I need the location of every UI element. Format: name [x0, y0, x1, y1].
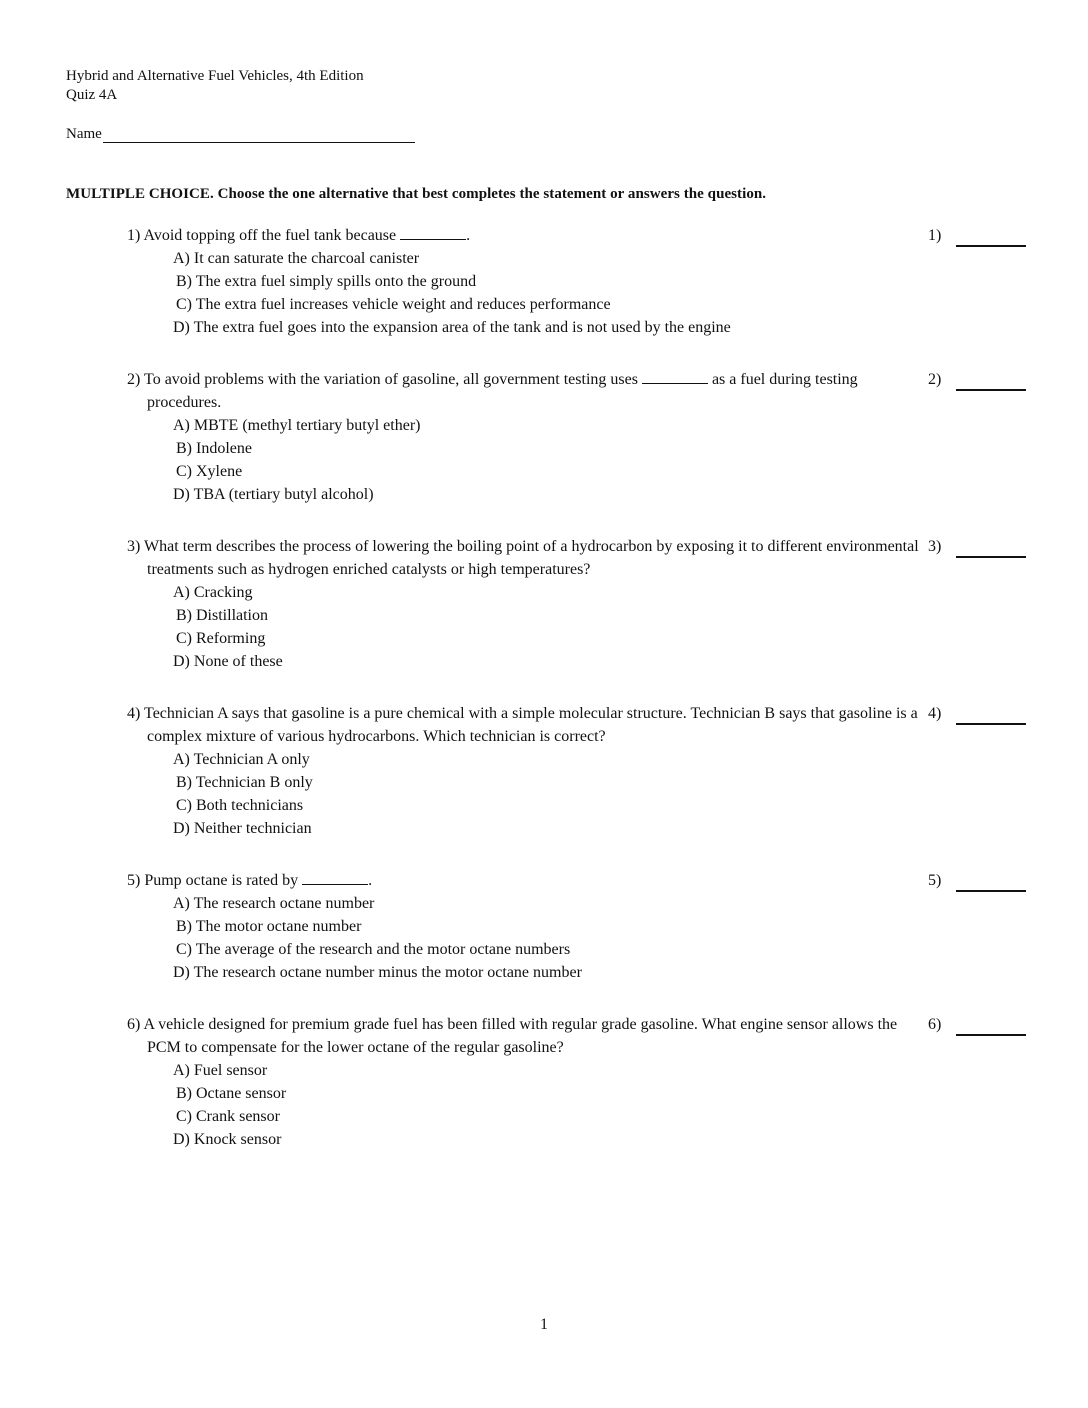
answer-slot	[928, 702, 1026, 725]
question-stem: 3) What term describes the process of lowering the boiling point of a hydrocarbon by exposing it to different environmental treatments such as hydrogen enriched catalysts or high temperatures?	[127, 538, 919, 578]
options-list	[173, 1059, 1047, 1151]
fill-in-blank	[302, 870, 368, 885]
question-3	[127, 535, 1047, 673]
answer-number: 4)	[928, 705, 942, 722]
options-list	[173, 247, 1047, 339]
answer-number: 5)	[928, 872, 942, 889]
option-b[interactable]: B) Octane sensor	[176, 1085, 287, 1102]
option-c[interactable]: C) Reforming	[176, 630, 266, 647]
name-field-row	[66, 125, 415, 143]
option-d[interactable]: D) TBA (tertiary butyl alcohol)	[173, 486, 374, 503]
document-title: Hybrid and Alternative Fuel Vehicles, 4th Edition	[66, 68, 364, 84]
options-list	[173, 892, 1047, 984]
answer-line[interactable]	[956, 709, 1026, 725]
answer-line[interactable]	[956, 231, 1026, 247]
answer-number: 3)	[928, 538, 942, 555]
options-list	[173, 748, 1047, 840]
quiz-label: Quiz 4A	[66, 87, 118, 103]
option-a[interactable]: A) MBTE (methyl tertiary butyl ether)	[173, 417, 421, 434]
option-b[interactable]: B) Indolene	[176, 440, 252, 457]
page-number: 1	[540, 1316, 548, 1333]
question-stem: 6) A vehicle designed for premium grade fuel has been filled with regular grade gasoline. What engine sensor allows the PCM to compensate for the lower octane of the regular gasoline?	[127, 1016, 898, 1056]
option-a[interactable]: A) It can saturate the charcoal canister	[173, 250, 420, 267]
question-6	[127, 1013, 1047, 1151]
option-b[interactable]: B) Technician B only	[176, 774, 313, 791]
name-label: Name	[66, 126, 102, 142]
question-4	[127, 702, 1047, 840]
option-d[interactable]: D) None of these	[173, 653, 283, 670]
answer-number: 6)	[928, 1016, 942, 1033]
document-header	[66, 67, 364, 105]
option-d[interactable]: D) Knock sensor	[173, 1131, 282, 1148]
answer-slot	[928, 869, 1026, 892]
options-list	[173, 414, 1047, 506]
option-c[interactable]: C) The average of the research and the motor octane numbers	[176, 941, 571, 958]
option-c[interactable]: C) Both technicians	[176, 797, 304, 814]
fill-in-blank	[642, 369, 708, 384]
question-stem: 4) Technician A says that gasoline is a pure chemical with a simple molecular structure. Technician B says that gasoline is a complex mixture of various hydrocarbons. Which technician is correct?	[127, 705, 918, 745]
option-c[interactable]: C) Crank sensor	[176, 1108, 280, 1125]
answer-line[interactable]	[956, 876, 1026, 892]
option-a[interactable]: A) The research octane number	[173, 895, 375, 912]
option-c[interactable]: C) The extra fuel increases vehicle weight and reduces performance	[176, 296, 611, 313]
option-d[interactable]: D) Neither technician	[173, 820, 312, 837]
option-a[interactable]: A) Technician A only	[173, 751, 310, 768]
answer-number: 1)	[928, 227, 942, 244]
answer-line[interactable]	[956, 542, 1026, 558]
answer-slot	[928, 368, 1026, 391]
question-5	[127, 869, 1047, 984]
question-1	[127, 224, 1047, 339]
fill-in-blank	[400, 225, 466, 240]
question-stem: 2) To avoid problems with the variation of gasoline, all government testing uses as a fuel during testing procedures.	[127, 371, 858, 411]
question-stem: 5) Pump octane is rated by .	[127, 872, 373, 889]
options-list	[173, 581, 1047, 673]
option-c[interactable]: C) Xylene	[176, 463, 243, 480]
answer-slot	[928, 224, 1026, 247]
option-d[interactable]: D) The extra fuel goes into the expansion area of the tank and is not used by the engine	[173, 319, 731, 336]
question-2	[127, 368, 1047, 506]
option-b[interactable]: B) The extra fuel simply spills onto the ground	[176, 273, 477, 290]
option-d[interactable]: D) The research octane number minus the motor octane number	[173, 964, 582, 981]
answer-number: 2)	[928, 371, 942, 388]
answer-line[interactable]	[956, 375, 1026, 391]
option-a[interactable]: A) Cracking	[173, 584, 253, 601]
answer-line[interactable]	[956, 1020, 1026, 1036]
option-b[interactable]: B) The motor octane number	[176, 918, 362, 935]
question-stem: 1) Avoid topping off the fuel tank because .	[127, 227, 471, 244]
option-a[interactable]: A) Fuel sensor	[173, 1062, 268, 1079]
answer-slot	[928, 1013, 1026, 1036]
section-instructions: MULTIPLE CHOICE. Choose the one alternative that best completes the statement or answers the question.	[66, 186, 767, 202]
answer-slot	[928, 535, 1026, 558]
option-b[interactable]: B) Distillation	[176, 607, 268, 624]
name-input-line[interactable]	[103, 125, 415, 143]
